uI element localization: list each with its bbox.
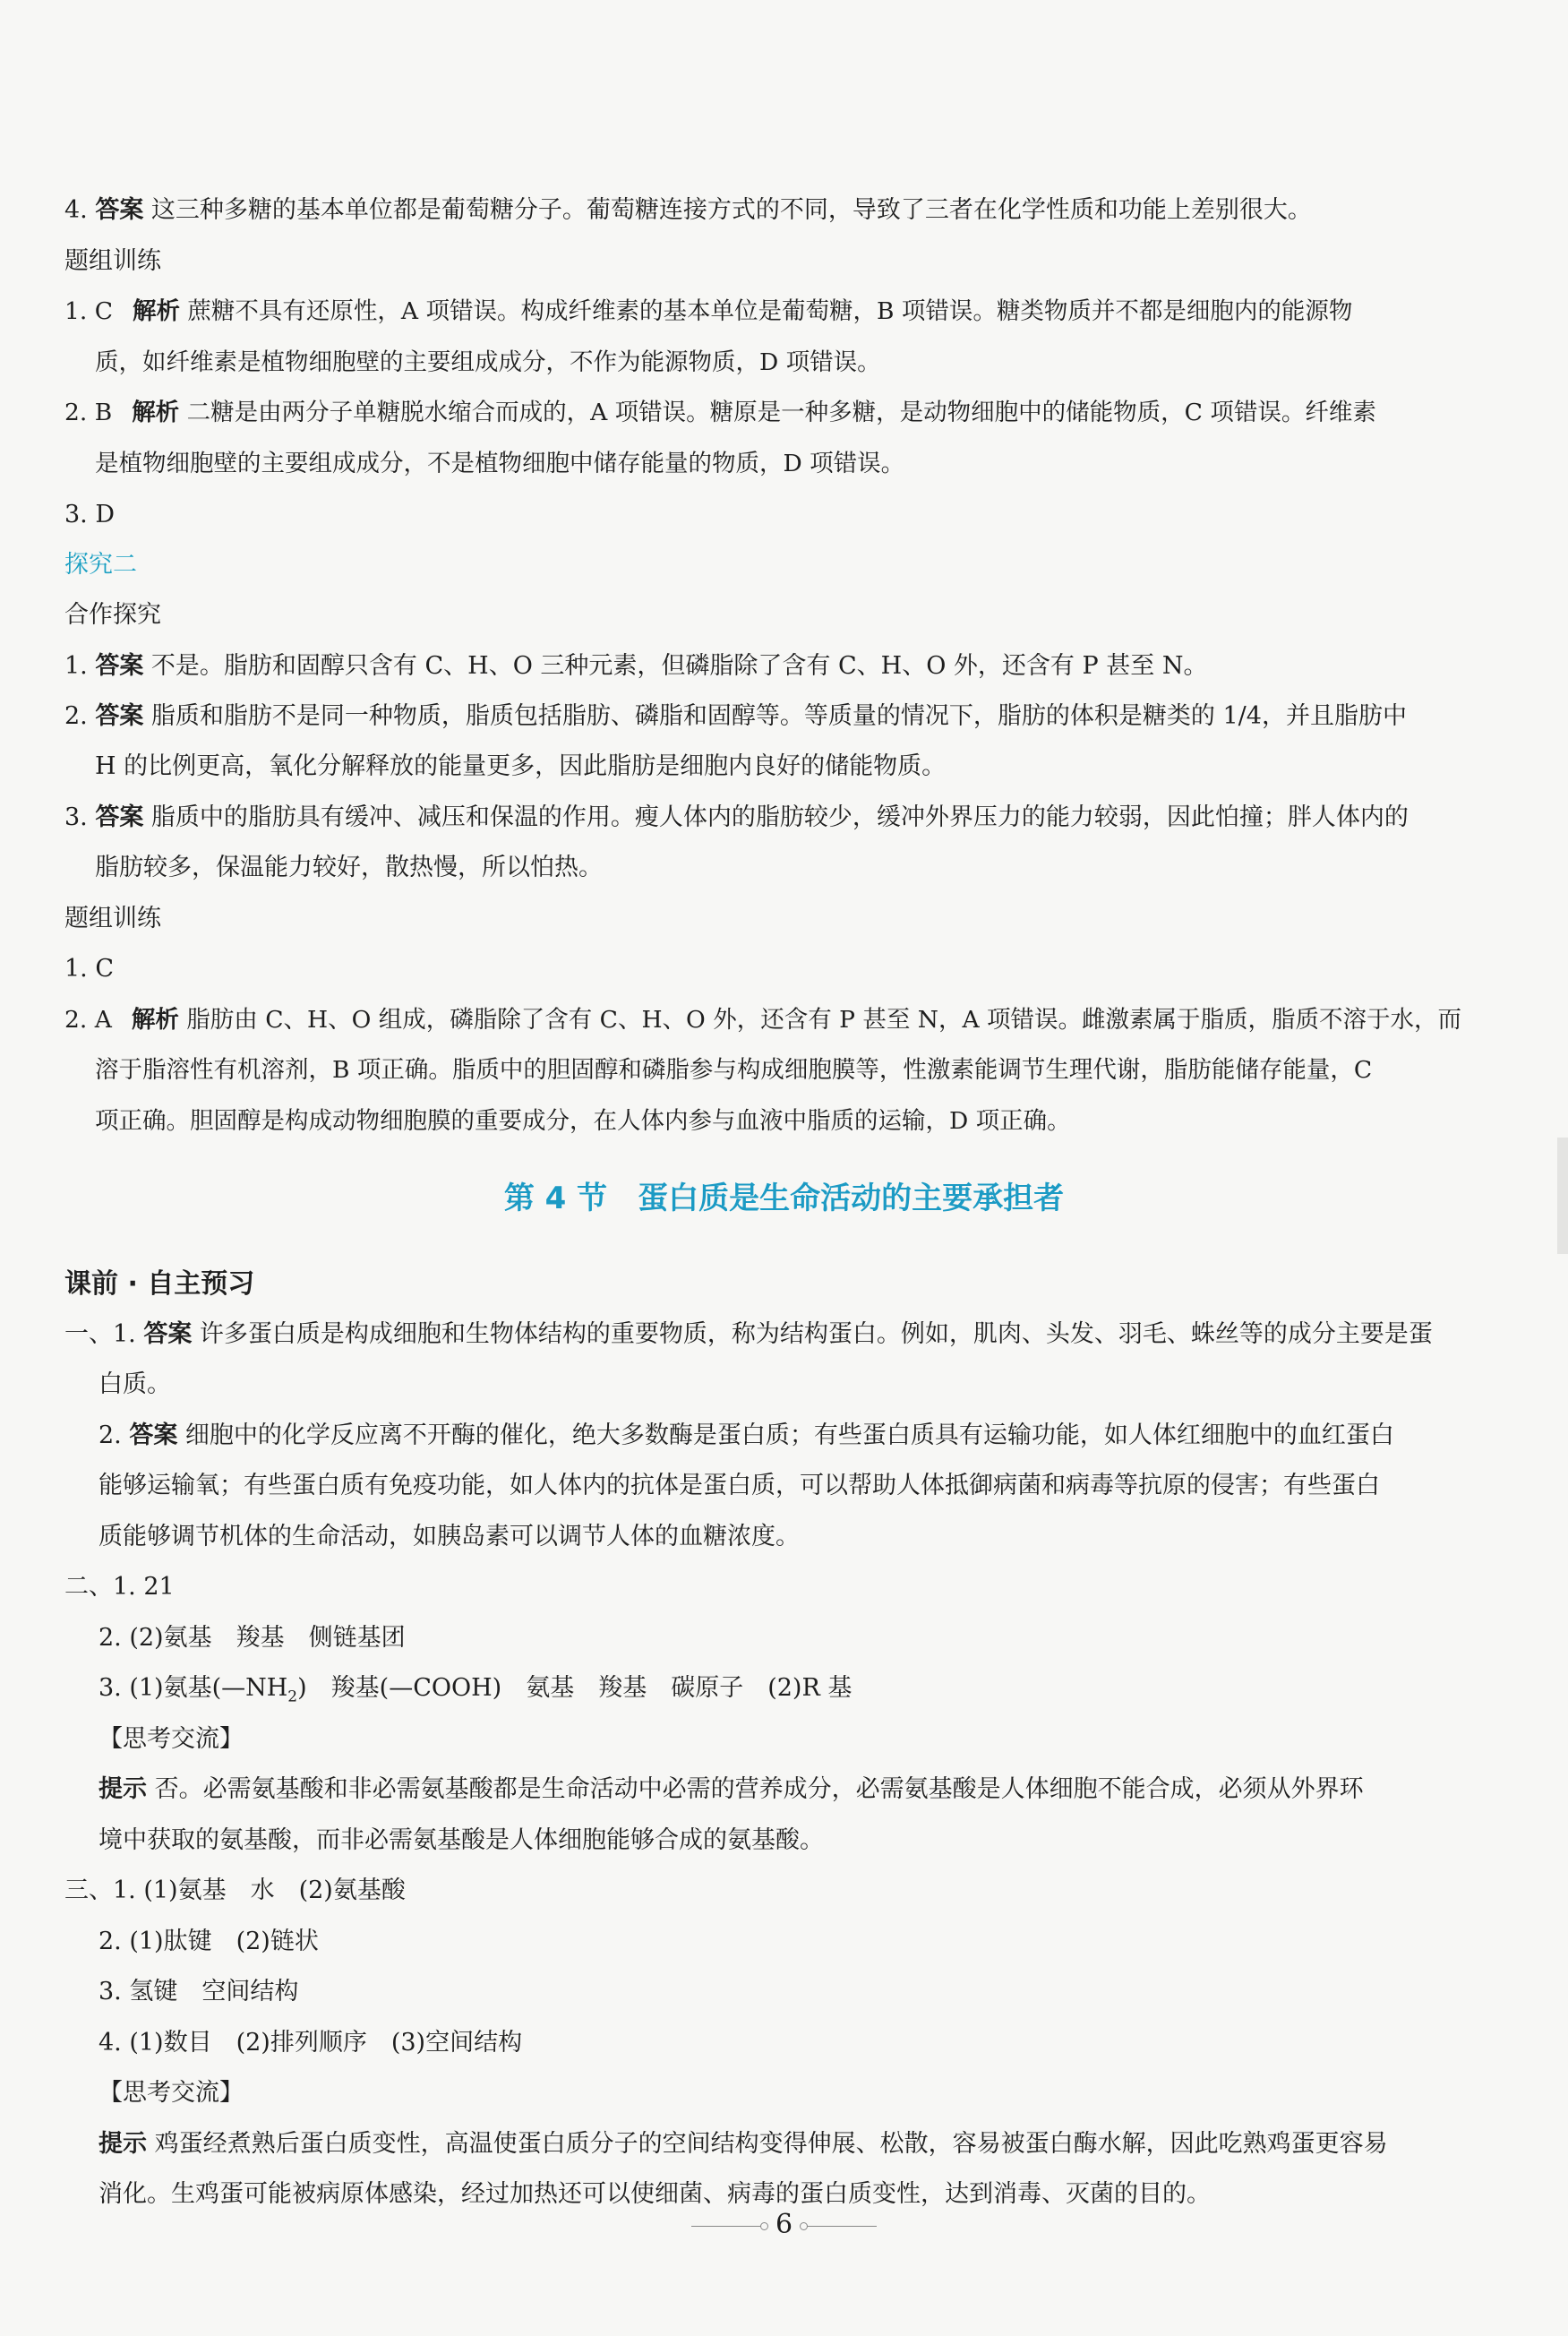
answer-line: 2. A 解析 脂肪由 C、H、O 组成，磷脂除了含有 C、H、O 外，还含有 P 甚至 N，A 项错误。雌激素属于脂质，脂质不溶于水，而: [64, 1006, 1462, 1034]
answer-line-cont: 能够运输氧；有些蛋白质有免疫功能，如人体内的抗体是蛋白质，可以帮助人体抵御病菌和病毒等抗原的侵害；有些蛋白: [99, 1472, 1380, 1499]
answer-line: 4. (1)数目 (2)排列顺序 (3)空间结构: [99, 2029, 523, 2057]
footer-ornament-right: [807, 2226, 877, 2227]
tip-line-cont: 境中获取的氨基酸，而非必需氨基酸是人体细胞能够合成的氨基酸。: [99, 1826, 824, 1854]
footer-ornament-left: [691, 2226, 761, 2227]
answer-line: 3. 氢键 空间结构: [99, 1978, 299, 2005]
answer-line: 2. 答案 细胞中的化学反应离不开酶的催化，绝大多数酶是蛋白质；有些蛋白质具有运输功能，如人体红细胞中的血红蛋白: [99, 1421, 1394, 1449]
tip-line: 提示 否。必需氨基酸和非必需氨基酸都是生命活动中必需的营养成分，必需氨基酸是人体细胞不能合成，必须从外界环: [99, 1775, 1364, 1803]
answer-line: 三、1. (1)氨基 水 (2)氨基酸: [64, 1877, 406, 1904]
tip-line-cont: 消化。生鸡蛋可能被病原体感染，经过加热还可以使细菌、病毒的蛋白质变性，达到消毒、灭菌的目的。: [99, 2180, 1211, 2208]
think-exchange-label: 【思考交流】: [99, 2079, 244, 2107]
think-exchange-label: 【思考交流】: [99, 1725, 244, 1753]
section-heading: 第 4 节 蛋白质是生命活动的主要承担者: [503, 1181, 1065, 1216]
answer-line-cont: 质能够调节机体的生命活动，如胰岛素可以调节人体的血糖浓度。: [99, 1523, 800, 1550]
answer-line-cont: 白质。: [99, 1370, 171, 1398]
answer-line: 3. (1)氨基$(—NH_2)$ 羧基(—COOH) 氨基 羧基 碳原子 (2)R 基: [99, 1674, 853, 1706]
answer-line-cont: 质，如纤维素是植物细胞壁的主要组成成分，不作为能源物质，D 项错误。: [95, 348, 881, 376]
answer-line-cont: 脂肪较多，保温能力较好，散热慢，所以怕热。: [95, 854, 603, 881]
edge-mark: [1557, 1138, 1568, 1254]
answer-line: 2. (1)肽键 (2)链状: [99, 1928, 319, 1955]
answer-line: 1. C 解析 蔗糖不具有还原性，A 项错误。构成纤维素的基本单位是葡萄糖，B 项错误。糖类物质并不都是细胞内的能源物: [64, 297, 1353, 325]
page-number: 6: [775, 2209, 793, 2240]
explore-two-title: 探究二: [64, 551, 137, 579]
answer-line: 3. 答案 脂质中的脂肪具有缓冲、减压和保温的作用。瘦人体内的脂肪较少，缓冲外界压力的能力较弱，因此怕撞；胖人体内的: [64, 803, 1409, 831]
answer-line-cont: H 的比例更高，氧化分解释放的能量更多，因此脂肪是细胞内良好的储能物质。: [95, 752, 947, 780]
answer-line: 1. 答案 不是。脂肪和固醇只含有 C、H、O 三种元素，但磷脂除了含有 C、H、O 外，还含有 P 甚至 N。: [64, 652, 1208, 680]
answer-line: 4. 答案 这三种多糖的基本单位都是葡萄糖分子。葡萄糖连接方式的不同，导致了三者在化学性质和功能上差别很大。: [64, 196, 1312, 224]
cooperative-explore-label: 合作探究: [64, 601, 161, 629]
answer-line: 2. (2)氨基 羧基 侧链基团: [99, 1624, 406, 1652]
answer-line: 一、1. 答案 许多蛋白质是构成细胞和生物体结构的重要物质，称为结构蛋白。例如，肌肉、头发、羽毛、蛛丝等的成分主要是蛋: [64, 1320, 1433, 1348]
tip-line: 提示 鸡蛋经煮熟后蛋白质变性，高温使蛋白质分子的空间结构变得伸展、松散，容易被蛋白酶水解，因此吃熟鸡蛋更容易: [99, 2130, 1388, 2158]
page-footer: [0, 2209, 1568, 2240]
answer-line: 二、1. 21: [64, 1573, 175, 1601]
answer-line-cont: 是植物细胞壁的主要组成成分，不是植物细胞中储存能量的物质，D 项错误。: [95, 450, 905, 477]
answer-line: 2. B 解析 二糖是由两分子单糖脱水缩合而成的，A 项错误。糖原是一种多糖，是动物细胞中的储能物质，C 项错误。纤维素: [64, 399, 1376, 426]
group-training-label: 题组训练: [64, 905, 161, 932]
answer-line: 1. C: [64, 955, 115, 983]
answer-line: 2. 答案 脂质和脂肪不是同一种物质，脂质包括脂肪、磷脂和固醇等。等质量的情况下，脂肪的体积是糖类的 1/4，并且脂肪中: [64, 702, 1407, 730]
group-training-label: 题组训练: [64, 247, 161, 275]
answer-line-cont: 项正确。胆固醇是构成动物细胞膜的重要成分，在人体内参与血液中脂质的运输，D 项正确。: [95, 1107, 1071, 1135]
answer-line-cont: 溶于脂溶性有机溶剂，B 项正确。脂质中的胆固醇和磷脂参与构成细胞膜等，性激素能调节生理代谢，脂肪能储存能量，C: [95, 1056, 1373, 1084]
preview-heading: 课前 · 自主预习: [64, 1268, 255, 1300]
answer-line: 3. D: [64, 501, 115, 528]
